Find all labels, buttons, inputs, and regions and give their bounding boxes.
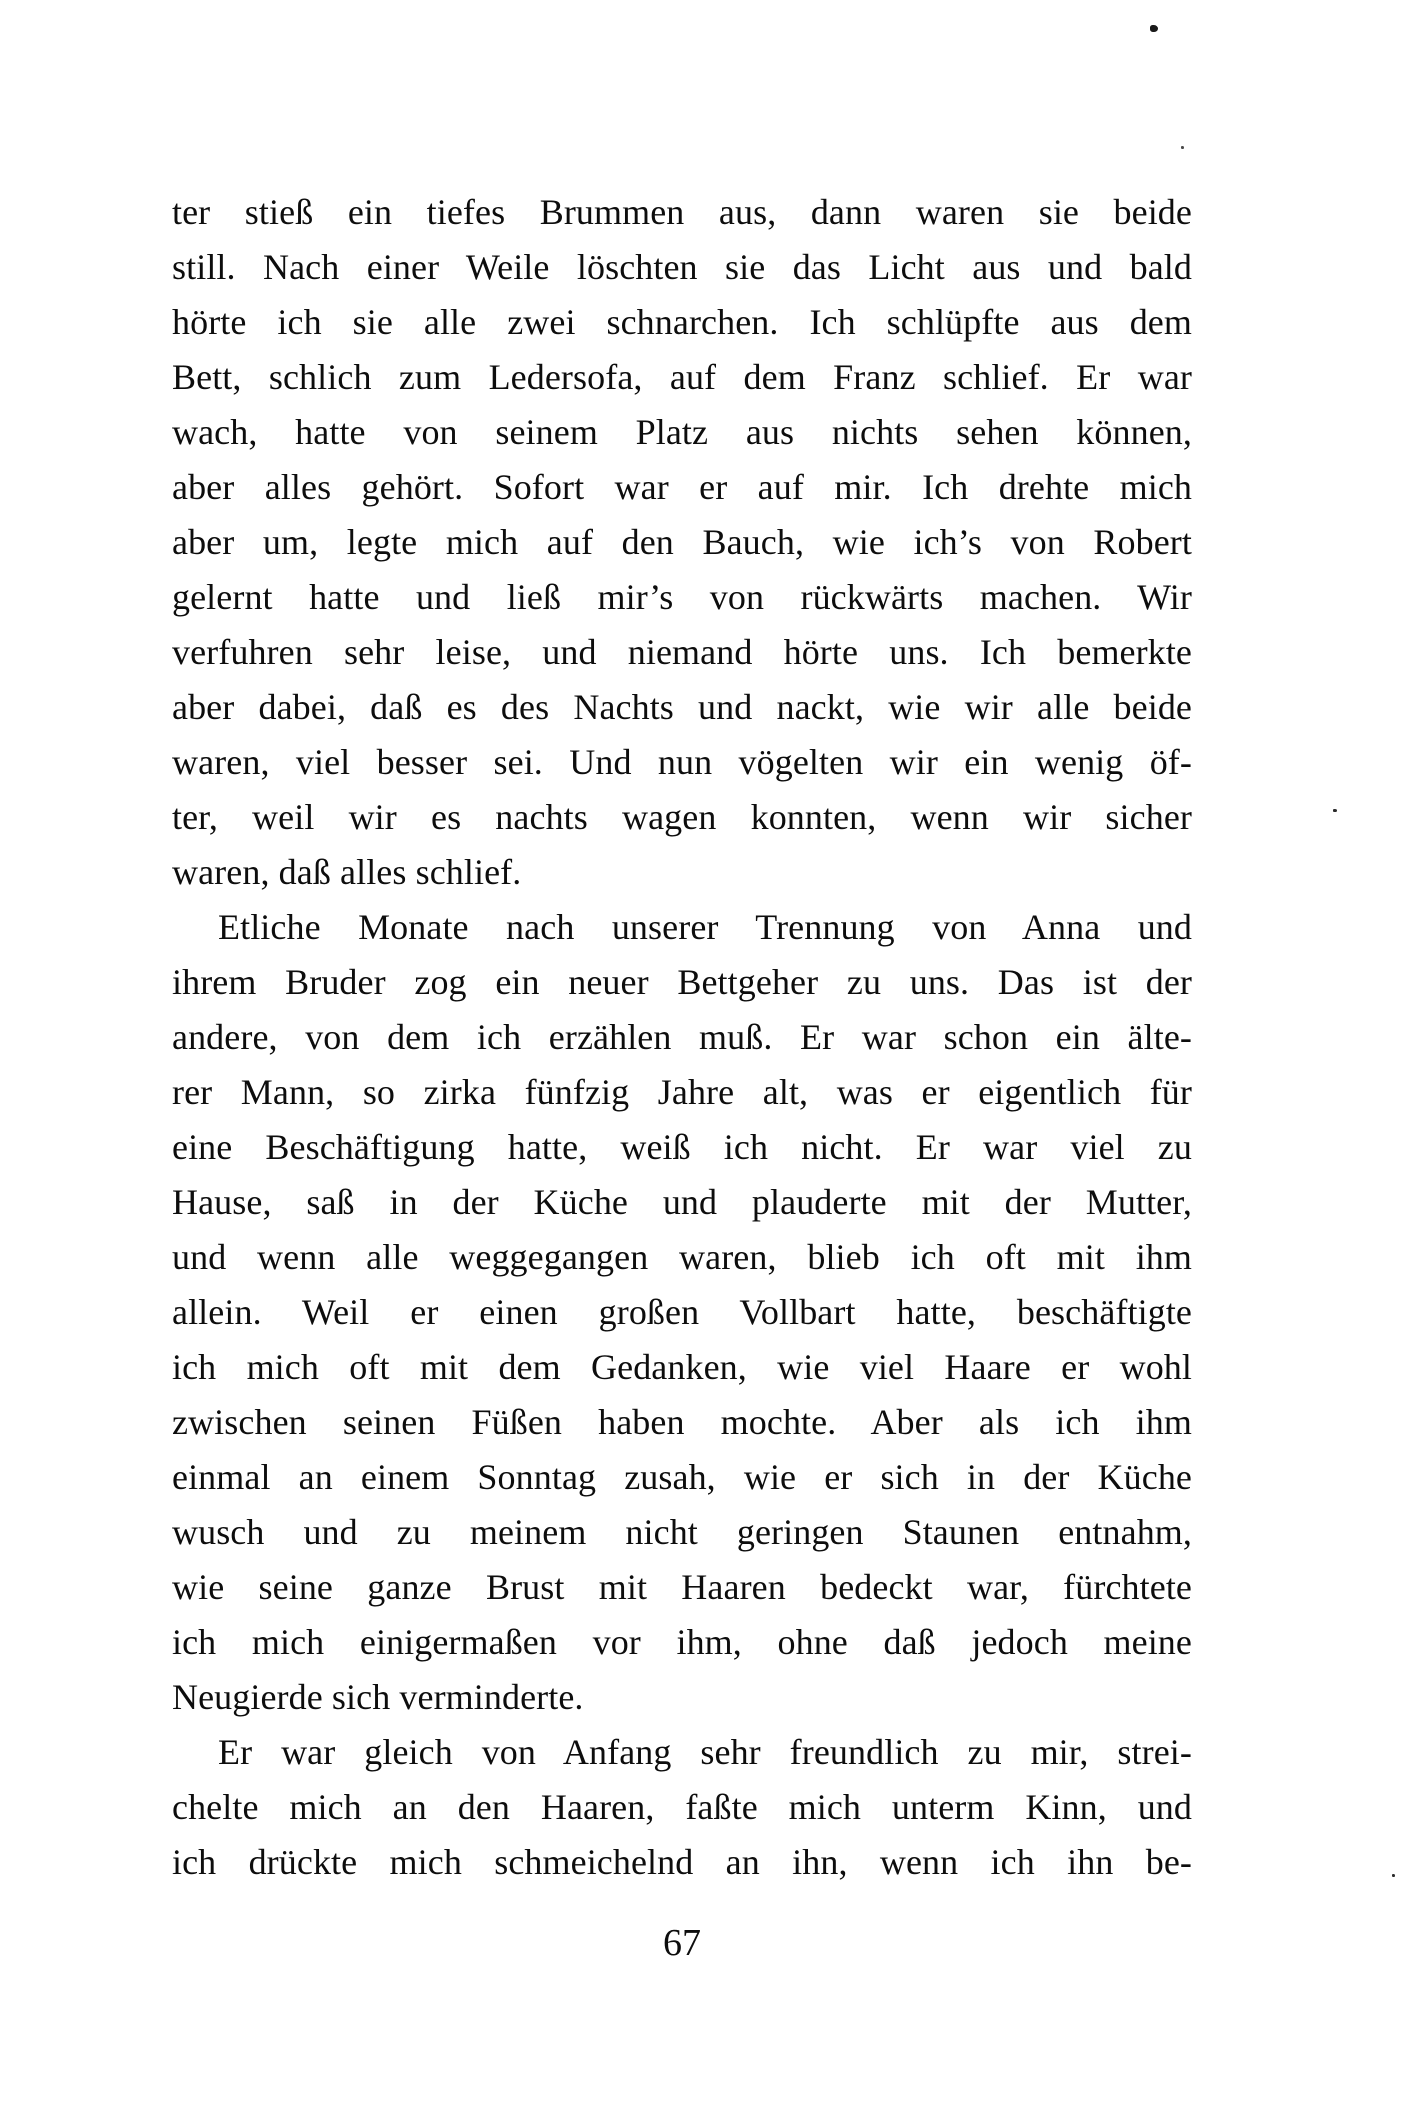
text-line: zwischen seinen Füßen haben mochte. Aber als ich ihm	[172, 1402, 1192, 1442]
text-line: wach, hatte von seinem Platz aus nichts sehen können,	[172, 412, 1192, 452]
text-line: aber dabei, daß es des Nachts und nackt, wie wir alle beide	[172, 687, 1192, 727]
text-line: waren, viel besser sei. Und nun vögelten wir ein wenig öf-	[172, 742, 1192, 782]
text-line: verfuhren sehr leise, und niemand hörte uns. Ich bemerkte	[172, 632, 1192, 672]
page-number: 67	[663, 1922, 701, 1964]
text-line: hörte ich sie alle zwei schnarchen. Ich schlüpfte aus dem	[172, 302, 1192, 342]
text-line: wusch und zu meinem nicht geringen Staunen entnahm,	[172, 1512, 1192, 1552]
text-line: ter stieß ein tiefes Brummen aus, dann waren sie beide	[172, 192, 1192, 232]
text-line: Hause, saß in der Küche und plauderte mit der Mutter,	[172, 1182, 1192, 1222]
text-line: chelte mich an den Haaren, faßte mich unterm Kinn, und	[172, 1787, 1192, 1827]
scan-speckle	[1392, 1874, 1395, 1877]
text-line: still. Nach einer Weile löschten sie das Licht aus und bald	[172, 247, 1192, 287]
text-line: aber alles gehört. Sofort war er auf mir. Ich drehte mich	[172, 467, 1192, 507]
scan-speckle	[1150, 25, 1158, 32]
text-line: ihrem Bruder zog ein neuer Bettgeher zu uns. Das ist der	[172, 962, 1192, 1002]
text-line: gelernt hatte und ließ mir’s von rückwärts machen. Wir	[172, 577, 1192, 617]
text-line: eine Beschäftigung hatte, weiß ich nicht. Er war viel zu	[172, 1127, 1192, 1167]
scan-speckle	[1181, 146, 1184, 149]
text-line: aber um, legte mich auf den Bauch, wie ich’s von Robert	[172, 522, 1192, 562]
text-line: ich mich einigermaßen vor ihm, ohne daß jedoch meine	[172, 1622, 1192, 1662]
paragraph	[172, 900, 1192, 1725]
text-line: rer Mann, so zirka fünfzig Jahre alt, was er eigentlich für	[172, 1072, 1192, 1112]
text-line: Etliche Monate nach unserer Trennung von Anna und	[218, 907, 1192, 947]
scan-speckle	[1333, 809, 1337, 812]
text-line: Er war gleich von Anfang sehr freundlich zu mir, strei-	[218, 1732, 1192, 1772]
text-line: einmal an einem Sonntag zusah, wie er sich in der Küche	[172, 1457, 1192, 1497]
text-line: andere, von dem ich erzählen muß. Er war schon ein älte-	[172, 1017, 1192, 1057]
text-line: waren, daß alles schlief.	[172, 852, 522, 892]
text-line: wie seine ganze Brust mit Haaren bedeckt war, fürchtete	[172, 1567, 1192, 1607]
text-line: allein. Weil er einen großen Vollbart hatte, beschäftigte	[172, 1292, 1192, 1332]
text-line: und wenn alle weggegangen waren, blieb ich oft mit ihm	[172, 1237, 1192, 1277]
text-line: Bett, schlich zum Ledersofa, auf dem Franz schlief. Er war	[172, 357, 1192, 397]
text-line: Neugierde sich verminderte.	[172, 1677, 584, 1717]
text-line: ter, weil wir es nachts wagen konnten, wenn wir sicher	[172, 797, 1192, 837]
paragraph	[172, 1725, 1192, 1890]
text-block	[172, 185, 1192, 1890]
text-line: ich mich oft mit dem Gedanken, wie viel Haare er wohl	[172, 1347, 1192, 1387]
paragraph	[172, 185, 1192, 900]
text-line: ich drückte mich schmeichelnd an ihn, wenn ich ihn be-	[172, 1842, 1192, 1882]
